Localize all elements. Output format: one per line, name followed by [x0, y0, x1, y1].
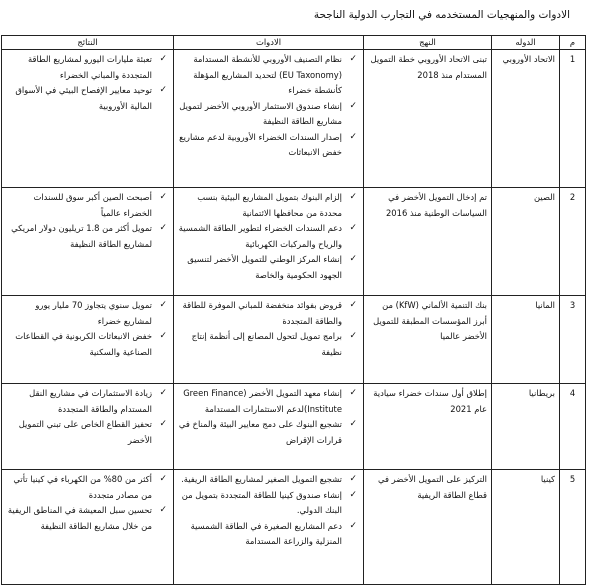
list-item — [6, 83, 169, 114]
results-list — [6, 190, 169, 252]
list-item — [178, 221, 359, 252]
list-item — [178, 298, 359, 329]
table-row — [2, 50, 586, 188]
tools-cell — [174, 188, 364, 296]
check-mark-icon: ✓ — [159, 54, 167, 64]
check-mark-icon: ✓ — [349, 300, 357, 310]
check-mark-icon: ✓ — [159, 85, 167, 95]
strategy-cell: إطلاق أول سندات خضراء سيادية عام 2021 — [364, 384, 492, 470]
results-list — [6, 298, 169, 360]
experiences-table — [1, 35, 586, 585]
table-header-row — [2, 36, 586, 50]
results-cell — [2, 470, 174, 585]
row-number: 4 — [560, 384, 586, 470]
list-item — [178, 488, 359, 519]
results-list — [6, 386, 169, 448]
header-tools: الادوات — [174, 36, 364, 50]
result-text: توحيد معايير الإفصاح البيئي في الأسواق المالية الأوروبية — [15, 85, 152, 111]
header-country: الدوله — [492, 36, 560, 50]
tool-text: دعم المشاريع الصغيرة في الطاقة الشمسية المنزلية والزراعة المستدامة — [190, 520, 342, 546]
list-item — [178, 252, 359, 283]
list-item — [6, 52, 169, 83]
tools-list — [178, 298, 359, 360]
tool-text: تشجيع البنوك على دمج معايير البيئة والمناخ في قرارات الإقراض — [178, 419, 342, 445]
list-item — [178, 52, 359, 99]
result-text: تمويل سنوي يتجاوز 70 مليار يورو لمشاريع خضراء — [35, 300, 152, 326]
results-cell — [2, 384, 174, 470]
check-mark-icon: ✓ — [349, 489, 357, 500]
tool-text: برامج تمويل لتحول المصانع إلى أنظمة إنتاج نظيفة — [191, 331, 342, 357]
check-mark-icon: ✓ — [159, 474, 167, 484]
list-item — [6, 417, 169, 448]
check-mark-icon: ✓ — [349, 388, 357, 398]
tool-text: تشجيع التمويل الصغير لمشاريع الطاقة الريفية. — [181, 474, 342, 484]
check-mark-icon: ✓ — [159, 300, 167, 310]
list-item — [178, 329, 359, 360]
row-number: 2 — [560, 188, 586, 296]
check-mark-icon: ✓ — [349, 474, 357, 484]
list-item — [6, 503, 169, 534]
strategy-cell: تم إدخال التمويل الأخضر في السياسات الوطنية منذ 2016 — [364, 188, 492, 296]
table-row — [2, 470, 586, 585]
results-list — [6, 52, 169, 114]
check-mark-icon: ✓ — [159, 331, 167, 341]
strategy-cell: تبنى الاتحاد الأوروبي خطة التمويل المستدام منذ 2018 — [364, 50, 492, 188]
document-title: الادوات والمنهجيات المستخدمه في التجارب الدولية الناجحة — [313, 9, 570, 21]
results-cell — [2, 50, 174, 188]
list-item — [178, 417, 359, 448]
result-text: تحسين سبل المعيشة في المناطق الريفية من خلال مشاريع الطاقة النظيفة — [7, 505, 152, 531]
list-item — [178, 386, 359, 417]
check-mark-icon: ✓ — [349, 254, 357, 264]
country-cell: بريطانيا — [492, 384, 560, 470]
list-item — [178, 519, 359, 550]
check-mark-icon: ✓ — [349, 54, 357, 64]
list-item — [6, 298, 169, 329]
list-item — [178, 130, 359, 161]
check-mark-icon: ✓ — [159, 505, 167, 515]
tools-cell — [174, 296, 364, 384]
header-strategy: النهج — [364, 36, 492, 50]
list-item — [6, 190, 169, 221]
tool-text: إنشاء صندوق كينيا للطاقة المتجددة بتمويل من البنك الدولي. — [181, 489, 342, 515]
check-mark-icon: ✓ — [349, 331, 357, 341]
check-mark-icon: ✓ — [349, 192, 357, 202]
result-text: خفض الانبعاثات الكربونية في القطاعات الصناعية والسكنية — [15, 331, 152, 357]
country-cell: المانيا — [492, 296, 560, 384]
result-text: تمويل أكثر من 1.8 تريليون دولار امريكي لمشاريع الطاقة النظيفة — [11, 223, 152, 249]
result-text: تحفيز القطاع الخاص على تبني التمويل الأخضر — [18, 419, 152, 445]
tool-text: قروض بفوائد منخفضة للمباني الموفرة للطاقة والطاقة المتجددة — [182, 300, 342, 326]
list-item — [6, 386, 169, 417]
tools-list — [178, 472, 359, 550]
result-text: زيادة الاستثمارات في مشاريع النقل المستدام والطاقة المتجددة — [29, 388, 152, 414]
tools-list — [178, 52, 359, 161]
row-number: 5 — [560, 470, 586, 585]
row-number: 1 — [560, 50, 586, 188]
tool-text: إنشاء صندوق الاستثمار الأوروبي الأخضر لتمويل مشاريع الطاقة النظيفة — [179, 100, 342, 126]
strategy-cell: بنك التنمية الألماني (KfW) من أبرز المؤسسات المطبقة للتمويل الأخضر عالميا — [364, 296, 492, 384]
check-mark-icon: ✓ — [159, 419, 167, 429]
results-list — [6, 472, 169, 534]
tool-text: إصدار السندات الخضراء الأوروبية لدعم مشاريع خفض الانبعاثات — [179, 131, 342, 157]
check-mark-icon: ✓ — [349, 520, 357, 531]
header-num: م — [560, 36, 586, 50]
check-mark-icon: ✓ — [349, 419, 357, 429]
check-mark-icon: ✓ — [349, 131, 357, 142]
list-item — [178, 190, 359, 221]
list-item — [178, 99, 359, 130]
table-row — [2, 384, 586, 470]
tools-list — [178, 386, 359, 448]
tools-cell — [174, 50, 364, 188]
country-cell: الاتحاد الأوروبي — [492, 50, 560, 188]
tool-text: إلزام البنوك بتمويل المشاريع البيئية بنسب محددة من محافظها الائتمانية — [197, 192, 342, 218]
country-cell: الصين — [492, 188, 560, 296]
list-item — [6, 329, 169, 360]
strategy-cell: التركيز على التمويل الأخضر في قطاع الطاقة الريفية — [364, 470, 492, 585]
list-item — [6, 221, 169, 252]
tool-text: إنشاء المركز الوطني للتمويل الأخضر لتنسيق الجهود الحكومية والخاصة — [187, 254, 342, 280]
check-mark-icon: ✓ — [159, 388, 167, 398]
header-results: النتائج — [2, 36, 174, 50]
result-text: تعبئة مليارات اليورو لمشاريع الطاقة المتجددة والمباني الخضراء — [27, 54, 152, 80]
tool-text: نظام التصنيف الأوروبي للأنشطة المستدامة (EU Taxonomy) لتحديد المشاريع المؤهلة كأنشطة خضراء — [193, 54, 342, 95]
tool-text: إنشاء معهد التمويل الأخضر (Green Finance Institute)لدعم الاستثمارات المستدامة — [183, 388, 342, 414]
check-mark-icon: ✓ — [159, 192, 167, 202]
result-text: أكثر من 80% من الكهرباء في كينيا تأتي من مصادر متجددة — [13, 474, 152, 500]
tools-cell — [174, 470, 364, 585]
table-row — [2, 296, 586, 384]
list-item — [6, 472, 169, 503]
row-number: 3 — [560, 296, 586, 384]
results-cell — [2, 188, 174, 296]
results-cell — [2, 296, 174, 384]
result-text: أصبحت الصين أكبر سوق للسندات الخضراء عالمياً — [33, 192, 152, 218]
tools-cell — [174, 384, 364, 470]
check-mark-icon: ✓ — [349, 100, 357, 111]
tools-list — [178, 190, 359, 283]
country-cell: كينيا — [492, 470, 560, 585]
check-mark-icon: ✓ — [159, 223, 167, 233]
check-mark-icon: ✓ — [349, 223, 357, 233]
table-row — [2, 188, 586, 296]
list-item — [178, 472, 359, 488]
tool-text: دعم السندات الخضراء لتطوير الطاقة الشمسية والرياح والمركبات الكهربائية — [178, 223, 342, 249]
